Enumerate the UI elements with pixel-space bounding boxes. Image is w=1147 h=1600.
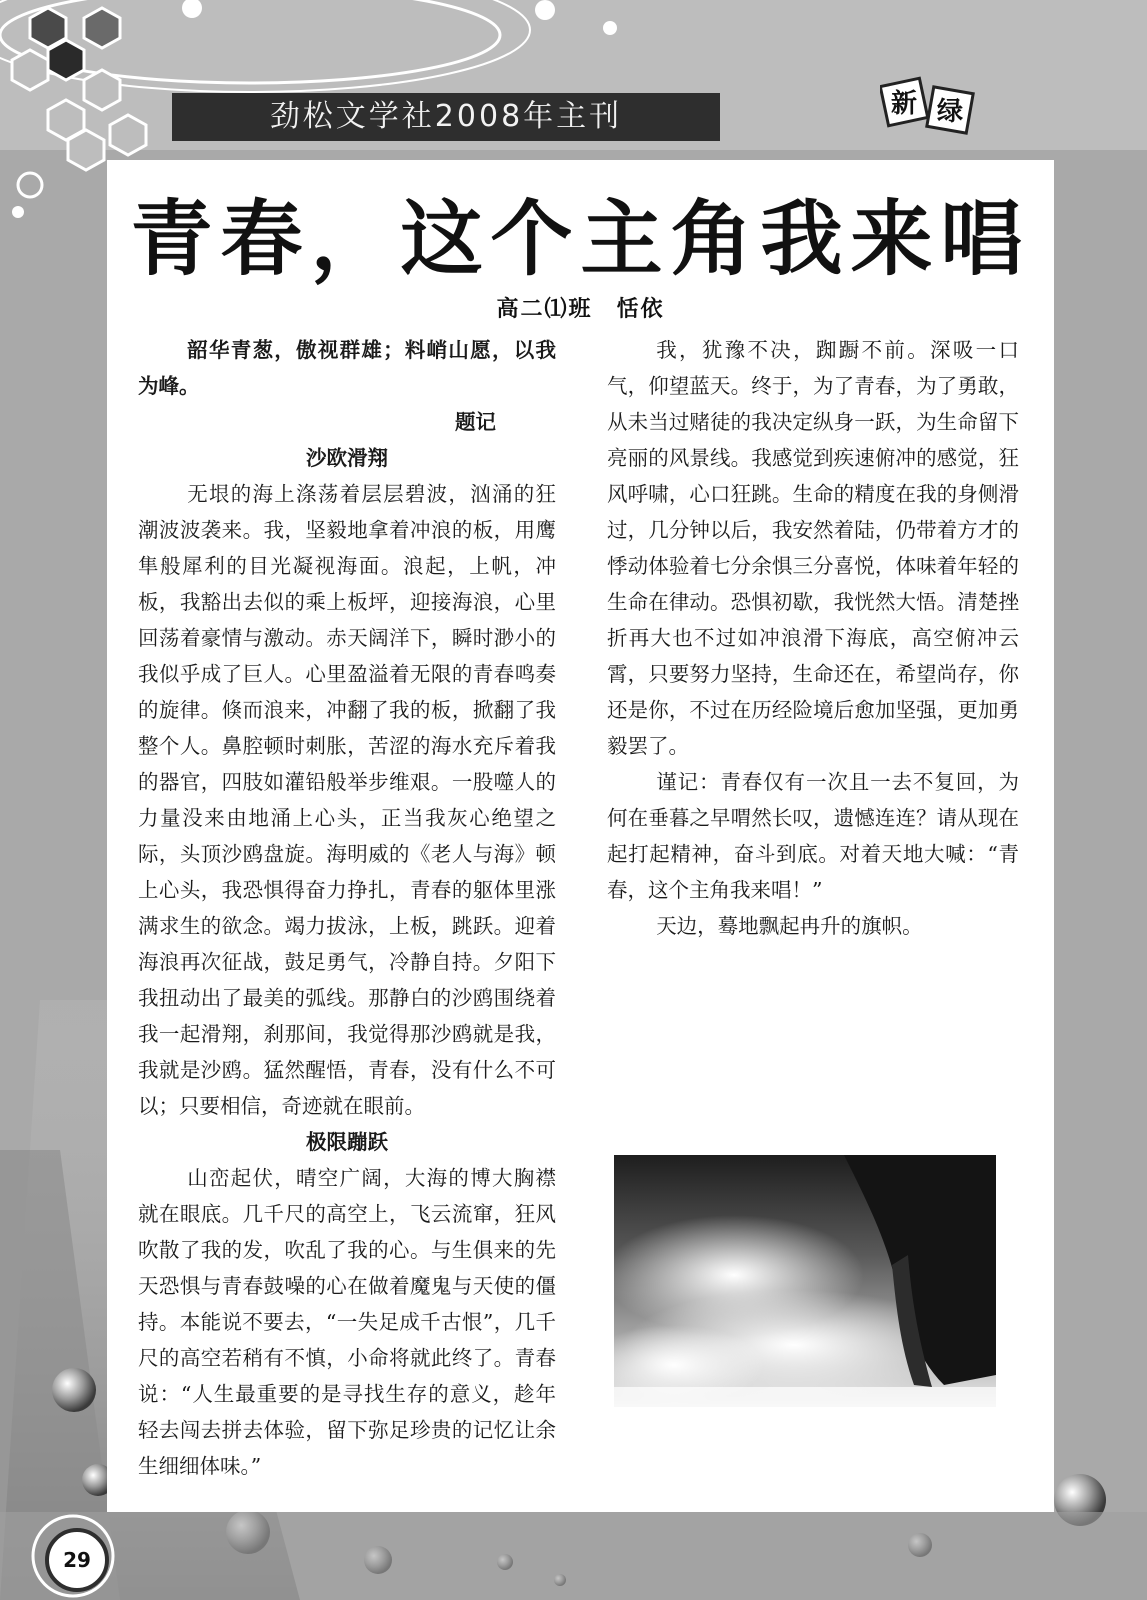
tree-cloud-illustration: [614, 1155, 996, 1407]
magazine-banner: 劲松文学社2008年主刊: [172, 93, 720, 141]
section-title-bungee: 极限蹦跃: [306, 1130, 388, 1154]
column-left: [138, 332, 556, 1484]
epigraph: 韶华青葱，傲视群雄；料峭山愿，以我为峰。: [138, 338, 556, 398]
section-title-seagull: 沙欧滑翔: [306, 446, 388, 470]
badge-logo-decoration: [880, 72, 980, 140]
epigraph-label: 题记: [455, 410, 496, 434]
paragraph-seagull: 无垠的海上涤荡着层层碧波，汹涌的狂潮波波袭来。我，坚毅地拿着冲浪的板，用鹰隼般犀利的目光凝视海面。浪起，上帆，冲板，我豁出去似的乘上板坪，迎接海浪，心里回荡着豪情与激动。赤天阔洋下，瞬时渺小的我似乎成了巨人。心里盈溢着无限的青春鸣奏的旋律。倏而浪来，冲翻了我的板，掀翻了我整个人。鼻腔顿时刺胀，苦涩的海水充斥着我的器官，四肢如灌铅般举步维艰。一股噬人的力量没来由地涌上心头，正当我灰心绝望之际，头顶沙鸥盘旋。海明威的《老人与海》顿上心头，我恐惧得奋力挣扎，青春的躯体里涨满求生的欲念。竭力拔泳，上板，跳跃。迎着海浪再次征战，鼓足勇气，冷静自持。夕阳下我扭动出了最美的弧线。那静白的沙鸥围绕着我一起滑翔，刹那间，我觉得那沙鸥就是我，我就是沙鸥。猛然醒悟，青春，没有什么不可以；只要相信，奇迹就在眼前。: [138, 482, 556, 1118]
paragraph-bungee: 山峦起伏，晴空广阔，大海的博大胸襟就在眼底。几千尺的高空上，飞云流窜，狂风吹散了我的发，吹乱了我的心。与生俱来的先天恐惧与青春鼓噪的心在做着魔鬼与天使的僵持。本能说不要去，“一失足成千古恨”，几千尺的高空若稍有不慎，小命将就此终了。青春说：“人生最重要的是寻找生存的意义，趁年轻去闯去拼去体验，留下弥足珍贵的记忆让余生细细体味。”: [138, 1166, 556, 1478]
badge-char-1: 新: [890, 89, 918, 119]
article-author: 高二⑴班 恬依: [496, 296, 665, 322]
page-number: 29: [45, 1528, 109, 1592]
article-title: 青春，这个主角我来唱: [130, 192, 1031, 287]
paragraph-hesitation: 我，犹豫不决，踟蹰不前。深吸一口气，仰望蓝天。终于，为了青春，为了勇敢，从未当过赌徒的我决定纵身一跃，为生命留下亮丽的风景线。我感觉到疾速俯冲的感觉，狂风呼啸，心口狂跳。生命的精度在我的身侧滑过，几分钟以后，我安然着陆，仍带着方才的悸动体验着七分余惧三分喜悦，体味着年轻的生命在律动。恐惧初歇，我恍然大悟。清楚挫折再大也不过如冲浪滑下海底，高空俯冲云霄，只要努力坚持，生命还在，希望尚存，你还是你，不过在历经险境后愈加坚强，更加勇毅罢了。: [607, 338, 1019, 758]
paragraph-reminder: 谨记：青春仅有一次且一去不复回，为何在垂暮之早喟然长叹，遗憾连连？请从现在起打起精神，奋斗到底。对着天地大喊：“青春，这个主角我来唱！”: [607, 770, 1019, 902]
column-right: [607, 332, 1019, 944]
paragraph-closing: 天边，蓦地飘起冉升的旗帜。: [656, 914, 923, 938]
badge-char-2: 绿: [936, 97, 964, 127]
